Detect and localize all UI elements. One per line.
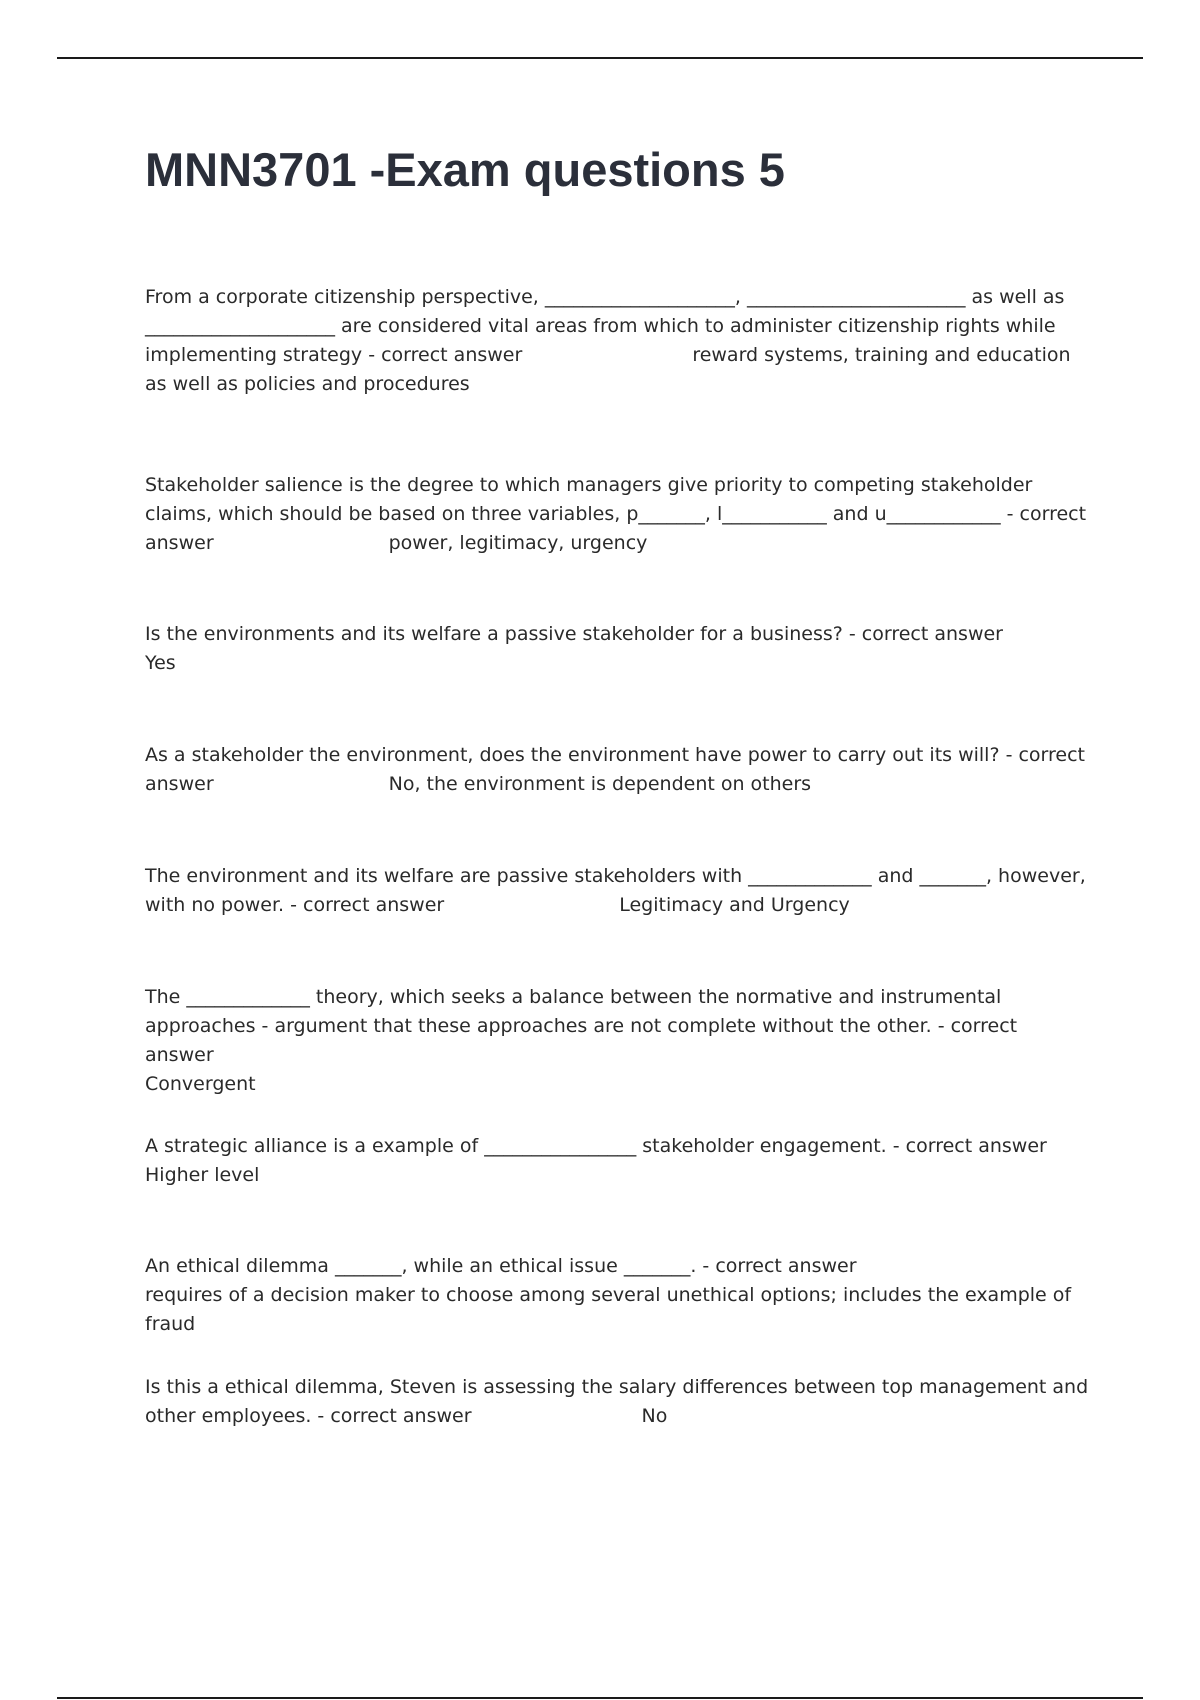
question-9: Is this a ethical dilemma, Steven is assessing the salary differences between top management and other employees. - correct answer bbox=[145, 1376, 1095, 1427]
answer-5: Legitimacy and Urgency bbox=[619, 894, 850, 916]
qa-item-2 bbox=[145, 471, 1093, 558]
question-2: Stakeholder salience is the degree to which managers give priority to competing stakeholder claims, which should be based on three variables, p_______, l___________ and u____________ - correct answer bbox=[145, 474, 1093, 554]
qa-item-5 bbox=[145, 862, 1090, 920]
bottom-rule bbox=[57, 1697, 1143, 1699]
answer-7: Higher level bbox=[145, 1164, 260, 1186]
qa-item-7 bbox=[145, 1132, 1090, 1190]
document-title: MNN3701 -Exam questions 5 bbox=[145, 143, 785, 196]
answer-3: Yes bbox=[145, 652, 176, 674]
answer-1: reward systems, training and education as well as policies and procedures bbox=[145, 344, 1077, 395]
qa-item-3 bbox=[145, 620, 1090, 678]
answer-2: power, legitimacy, urgency bbox=[388, 532, 648, 554]
top-rule bbox=[57, 57, 1143, 59]
answer-4: No, the environment is dependent on others bbox=[388, 773, 812, 795]
question-4: As a stakeholder the environment, does the environment have power to carry out its will? - correct answer bbox=[145, 744, 1092, 795]
answer-6: Convergent bbox=[145, 1073, 256, 1095]
answer-9: No bbox=[641, 1405, 668, 1427]
qa-item-1 bbox=[145, 283, 1090, 399]
qa-item-8 bbox=[145, 1252, 1090, 1339]
question-7: A strategic alliance is a example of ________________ stakeholder engagement. - correct answer bbox=[145, 1135, 1047, 1157]
question-3: Is the environments and its welfare a passive stakeholder for a business? - correct answer bbox=[145, 623, 1003, 645]
qa-item-6 bbox=[145, 983, 1090, 1099]
qa-item-4 bbox=[145, 741, 1090, 799]
question-6: The _____________ theory, which seeks a balance between the normative and instrumental approaches - argument that these approaches are not complete without the other. - correct answer bbox=[145, 986, 1024, 1066]
qa-item-9 bbox=[145, 1373, 1095, 1431]
question-8: An ethical dilemma _______, while an ethical issue _______. - correct answer bbox=[145, 1255, 857, 1277]
answer-8: requires of a decision maker to choose among several unethical options; includes the example of fraud bbox=[145, 1284, 1078, 1335]
question-5: The environment and its welfare are passive stakeholders with _____________ and _______, however, with no power. - correct answer bbox=[145, 865, 1092, 916]
question-1: From a corporate citizenship perspective, ____________________, _______________________ as well as ____________________ are considered vital areas from which to administer citizenship rights while implementing strategy - correct answer bbox=[145, 286, 1071, 366]
